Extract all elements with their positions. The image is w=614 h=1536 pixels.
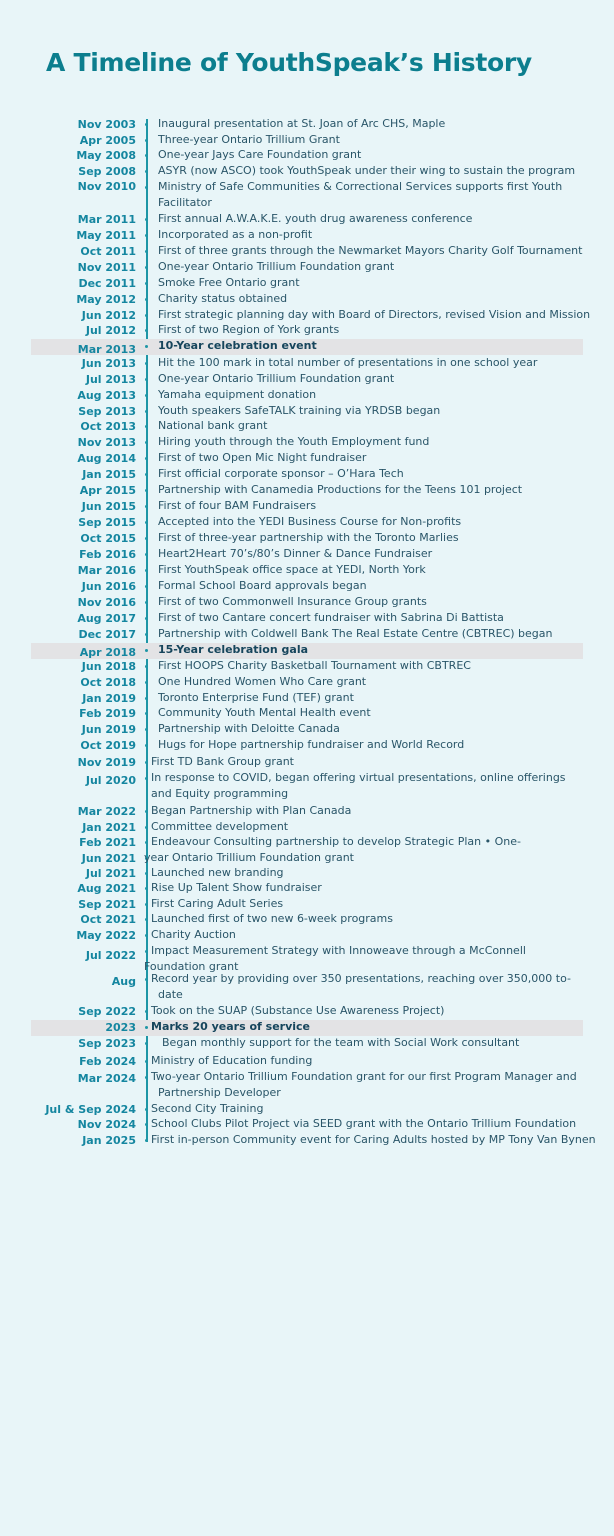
- timeline-event: First YouthSpeak office space at YEDI, North York: [158, 563, 426, 576]
- timeline-dot: [145, 1060, 148, 1063]
- timeline-event: First annual A.W.A.K.E. youth drug awareness conference: [158, 212, 473, 225]
- timeline-event: Charity status obtained: [158, 292, 288, 305]
- timeline-dot: [145, 810, 148, 813]
- timeline-date: Mar 2024: [77, 1072, 136, 1085]
- timeline-event: Partnership with Deloitte Canada: [158, 722, 340, 735]
- timeline-date: Oct 2013: [80, 420, 136, 433]
- timeline-event: Yamaha equipment donation: [158, 388, 317, 401]
- timeline-dot: [145, 473, 148, 476]
- timeline-date: Oct 2021: [80, 913, 136, 926]
- timeline-event: Hugs for Hope partnership fundraiser and World Record: [158, 738, 465, 751]
- timeline-date: Jul 2013: [85, 373, 136, 386]
- timeline-event: Smoke Free Ontario grant: [158, 276, 300, 289]
- timeline-dot: [145, 887, 148, 890]
- timeline-event: First TD Bank Group grant: [151, 755, 294, 768]
- timeline-dot: [145, 728, 148, 731]
- timeline-dot: [145, 826, 148, 829]
- timeline-date: Feb 2019: [79, 707, 136, 720]
- timeline-dot: [145, 139, 148, 142]
- timeline-event: First in-person Community event for Caring Adults hosted by MP Tony Van Bynen: [151, 1133, 596, 1146]
- timeline-event: One-year Ontario Trillium Foundation grant: [158, 372, 395, 385]
- timeline-date: Feb 2016: [79, 548, 136, 561]
- timeline-event-continued: Partnership Developer: [158, 1085, 281, 1099]
- timeline-dot: [145, 123, 148, 126]
- timeline-date: Jan 2015: [82, 468, 136, 481]
- timeline-dot: [145, 457, 148, 460]
- timeline-date: Nov 2010: [77, 180, 136, 193]
- timeline-event: Hit the 100 mark in total number of presentations in one school year: [158, 356, 538, 369]
- timeline-event: 15-Year celebration gala: [158, 643, 309, 656]
- timeline-date: Aug 2014: [77, 452, 136, 465]
- timeline-event-continued: Facilitator: [158, 196, 212, 209]
- timeline-date: Dec 2017: [78, 628, 136, 641]
- timeline-date: Oct 2011: [80, 245, 136, 258]
- timeline-date: Mar 2022: [77, 805, 136, 818]
- timeline-dot: [145, 903, 148, 906]
- timeline-event: First of four BAM Fundraisers: [158, 499, 317, 512]
- timeline-date: Jun 2012: [81, 309, 136, 322]
- timeline-event: ASYR (now ASCO) took YouthSpeak under their wing to sustain the program: [158, 164, 576, 177]
- timeline-event: Marks 20 years of service: [151, 1020, 311, 1033]
- timeline-dot: [145, 712, 148, 715]
- timeline-date: May 2011: [76, 229, 136, 242]
- timeline-date: Jul & Sep 2024: [45, 1103, 136, 1116]
- timeline-date: Mar 2016: [77, 564, 136, 577]
- timeline-event: First Caring Adult Series: [151, 897, 284, 910]
- timeline-date: Jul 2021: [85, 867, 136, 880]
- timeline-date: Sep 2023: [78, 1037, 136, 1050]
- timeline-event: First of three grants through the Newmarket Mayors Charity Golf Tournament: [158, 244, 583, 257]
- timeline-date: Nov 2011: [77, 261, 136, 274]
- timeline-dot: [145, 394, 148, 397]
- timeline-event: First of two Cantare concert fundraiser with Sabrina Di Battista: [158, 611, 504, 624]
- timeline-dot: [145, 329, 148, 332]
- timeline-event: First strategic planning day with Board of Directors, revised Vision and Mission: [158, 308, 591, 321]
- timeline-dot: [145, 282, 148, 285]
- timeline-dot: [145, 744, 148, 747]
- timeline-dot: [145, 569, 148, 572]
- timeline-date: Apr 2015: [79, 484, 136, 497]
- timeline-dot: [145, 170, 148, 173]
- timeline-dot: [145, 1010, 148, 1013]
- timeline-date: Nov 2024: [77, 1118, 136, 1131]
- timeline-date: Jun 2015: [81, 500, 136, 513]
- timeline-date: Feb 2024: [79, 1055, 136, 1068]
- timeline-event: First of three-year partnership with the Toronto Marlies: [158, 531, 459, 544]
- timeline-dot: [145, 649, 148, 652]
- timeline-event: Took on the SUAP (Substance Use Awareness Project): [151, 1004, 445, 1017]
- timeline-dot: [145, 872, 148, 875]
- timeline-event: Community Youth Mental Health event: [158, 706, 371, 719]
- timeline-dot: [145, 362, 148, 365]
- timeline-date: Oct 2018: [80, 676, 136, 689]
- timeline-dot: [145, 378, 148, 381]
- timeline-event: year Ontario Trillium Foundation grant: [144, 851, 354, 864]
- timeline-date: Feb 2021: [79, 836, 136, 849]
- timeline-dot: [145, 410, 148, 413]
- timeline-dot: [145, 425, 148, 428]
- timeline-date: Jul 2020: [85, 774, 136, 787]
- timeline-event: Incorporated as a non-profit: [158, 228, 313, 241]
- timeline-event: Launched first of two new 6-week programs: [151, 912, 393, 925]
- timeline-event-continued: date: [158, 987, 183, 1001]
- timeline-dot: [145, 841, 148, 844]
- timeline-dot: [145, 298, 148, 301]
- timeline-event: Committee development: [151, 820, 289, 833]
- timeline-date: Jun 2018: [81, 660, 136, 673]
- timeline-dot: [145, 1139, 148, 1142]
- timeline-event: Launched new branding: [151, 866, 284, 879]
- timeline-event: One Hundred Women Who Care grant: [158, 675, 367, 688]
- timeline-dot: [145, 154, 148, 157]
- timeline-event: First official corporate sponsor – O’Hara Tech: [158, 467, 404, 480]
- timeline-event: Charity Auction: [151, 928, 236, 941]
- timeline-dot: [145, 1042, 148, 1045]
- timeline-event: Three-year Ontario Trillium Grant: [158, 133, 340, 146]
- timeline-dot: [145, 266, 148, 269]
- timeline-dot: [145, 1123, 148, 1126]
- timeline-event-continued: Foundation grant: [144, 959, 239, 973]
- timeline-date: Nov 2019: [77, 756, 136, 769]
- timeline-event: Two-year Ontario Trillium Foundation grant for our first Program Manager and: [151, 1070, 577, 1083]
- timeline-event: First of two Region of York grants: [158, 323, 340, 336]
- timeline-event: Impact Measurement Strategy with Innoweave through a McConnell: [151, 944, 526, 957]
- timeline-event: One-year Ontario Trillium Foundation grant: [158, 260, 395, 273]
- timeline-dot: [145, 186, 148, 189]
- timeline-dot: [145, 918, 148, 921]
- timeline-event: Began Partnership with Plan Canada: [151, 804, 352, 817]
- timeline-date: Sep 2008: [78, 165, 136, 178]
- timeline-event: Rise Up Talent Show fundraiser: [151, 881, 322, 894]
- timeline-date: Sep 2013: [78, 405, 136, 418]
- timeline-dot: [145, 1026, 148, 1029]
- timeline-date: May 2012: [76, 293, 136, 306]
- timeline-date: Jun 2021: [81, 852, 136, 865]
- timeline-date: Jul 2022: [85, 949, 136, 962]
- timeline-dot: [145, 218, 148, 221]
- timeline-dot: [145, 489, 148, 492]
- timeline-date: Mar 2011: [77, 213, 136, 226]
- timeline-dot: [145, 234, 148, 237]
- timeline-date: Jan 2019: [82, 692, 136, 705]
- timeline-dot: [145, 537, 148, 540]
- timeline-dot: [145, 761, 148, 764]
- timeline-date: Jun 2016: [81, 580, 136, 593]
- timeline-event: Partnership with Canamedia Productions for the Teens 101 project: [158, 483, 523, 496]
- timeline-event: Heart2Heart 70’s/80’s Dinner & Dance Fundraiser: [158, 547, 433, 560]
- timeline-event: Ministry of Education funding: [151, 1054, 313, 1067]
- timeline-dot: [145, 345, 148, 348]
- timeline-event: Youth speakers SafeTALK training via YRDSB began: [158, 404, 441, 417]
- timeline-event: Hiring youth through the Youth Employment fund: [158, 435, 430, 448]
- timeline-dot: [145, 978, 148, 981]
- timeline-event: Second City Training: [151, 1102, 264, 1115]
- timeline-dot: [145, 633, 148, 636]
- timeline-dot: [145, 553, 148, 556]
- timeline-event: Toronto Enterprise Fund (TEF) grant: [158, 691, 354, 704]
- timeline-dot: [145, 601, 148, 604]
- timeline-date: Jan 2021: [82, 821, 136, 834]
- timeline-event: School Clubs Pilot Project via SEED grant with the Ontario Trillium Foundation: [151, 1117, 577, 1130]
- timeline-dot: [145, 934, 148, 937]
- timeline-dot: [145, 617, 148, 620]
- timeline-dot: [145, 521, 148, 524]
- timeline-date: Aug: [111, 975, 136, 988]
- timeline-dot: [145, 950, 148, 953]
- timeline-dot: [145, 314, 148, 317]
- timeline-date: Jan 2025: [82, 1134, 136, 1147]
- timeline-event: Began monthly support for the team with Social Work consultant: [162, 1036, 520, 1049]
- timeline-dot: [145, 1108, 148, 1111]
- timeline-date: Mar 2013: [77, 343, 136, 356]
- timeline-date: Nov 2013: [77, 436, 136, 449]
- timeline-date: Jul 2012: [85, 324, 136, 337]
- timeline-date: Aug 2013: [77, 389, 136, 402]
- timeline-event: Partnership with Coldwell Bank The Real Estate Centre (CBTREC) began: [158, 627, 553, 640]
- timeline-dot: [145, 1076, 148, 1079]
- timeline-dot: [145, 585, 148, 588]
- timeline-dot: [145, 505, 148, 508]
- timeline-dot: [145, 665, 148, 668]
- timeline-event: First of two Open Mic Night fundraiser: [158, 451, 367, 464]
- timeline-dot: [145, 777, 148, 780]
- timeline-dot: [145, 681, 148, 684]
- timeline-date: Aug 2017: [77, 612, 136, 625]
- timeline-dot: [145, 250, 148, 253]
- timeline-date: Jun 2019: [81, 723, 136, 736]
- timeline-date: Dec 2011: [78, 277, 136, 290]
- timeline-event: Record year by providing over 350 presentations, reaching over 350,000 to-: [151, 972, 571, 985]
- timeline-event: 10-Year celebration event: [158, 339, 317, 352]
- timeline-date: Sep 2015: [78, 516, 136, 529]
- timeline-event: Ministry of Safe Communities & Correctional Services supports first Youth: [158, 180, 563, 193]
- timeline-date: Oct 2015: [80, 532, 136, 545]
- timeline-date: Apr 2018: [79, 646, 136, 659]
- page-title: A Timeline of YouthSpeak’s History: [46, 48, 532, 77]
- timeline-event: In response to COVID, began offering virtual presentations, online offerings: [151, 771, 566, 784]
- timeline-event: First HOOPS Charity Basketball Tournament with CBTREC: [158, 659, 471, 672]
- timeline-event: Inaugural presentation at St. Joan of Arc CHS, Maple: [158, 117, 446, 130]
- timeline-date: Nov 2003: [77, 118, 136, 131]
- timeline-date: May 2022: [76, 929, 136, 942]
- timeline-date: Sep 2021: [78, 898, 136, 911]
- timeline-date: 2023: [105, 1021, 136, 1034]
- timeline-date: Nov 2016: [77, 596, 136, 609]
- timeline-event: Endeavour Consulting partnership to develop Strategic Plan • One-: [151, 835, 521, 848]
- timeline-date: Sep 2022: [78, 1005, 136, 1018]
- timeline-date: Jun 2013: [81, 357, 136, 370]
- timeline-event-continued: and Equity programming: [151, 786, 289, 800]
- timeline-event: Accepted into the YEDI Business Course for Non-profits: [158, 515, 462, 528]
- timeline-date: Apr 2005: [79, 134, 136, 147]
- timeline-date: Oct 2019: [80, 739, 136, 752]
- timeline-event: First of two Commonwell Insurance Group grants: [158, 595, 427, 608]
- timeline-dot: [145, 697, 148, 700]
- timeline-event: One-year Jays Care Foundation grant: [158, 148, 362, 161]
- timeline-dot: [145, 441, 148, 444]
- timeline-date: May 2008: [76, 149, 136, 162]
- timeline-event: National bank grant: [158, 419, 268, 432]
- timeline-line: [146, 119, 148, 1142]
- timeline-event: Formal School Board approvals began: [158, 579, 367, 592]
- timeline-date: Aug 2021: [77, 882, 136, 895]
